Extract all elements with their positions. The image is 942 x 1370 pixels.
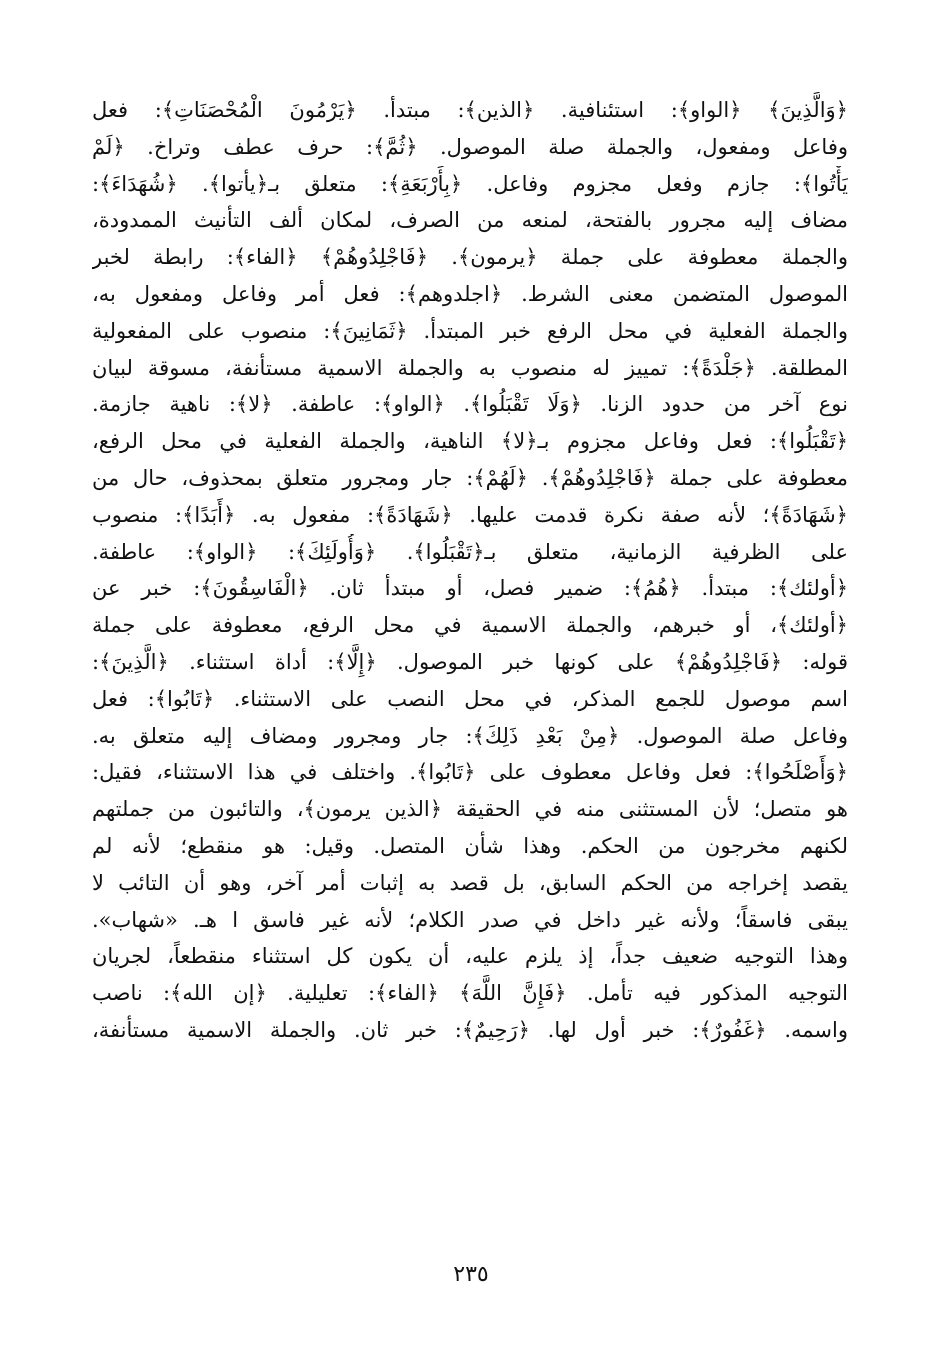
text-line: مضاف إليه مجرور بالفتحة، لمنعه من الصرف، لمكان ألف التأنيث الممدودة، [92,208,848,233]
text-line: ﴿أولئك﴾، أو خبرهم، والجملة الاسمية في محل الرفع، معطوفة على جملة [92,613,848,638]
text-line: واسمه. ﴿غَفُورٌ﴾: خبر أول لها. ﴿رَحِيمٌ﴾: خبر ثان. والجملة الاسمية مستأنفة، [92,1017,848,1042]
text-line: يَأْتُوا﴾: جازم وفعل مجزوم وفاعل. ﴿بِأَرْبَعَةِ﴾: متعلق بـ﴿يأتوا﴾. ﴿شُهَدَاءَ﴾: [92,171,848,196]
body-text [92,92,848,1049]
text-line: والجملة الفعلية في محل الرفع خبر المبتدأ. ﴿ثَمَانِينَ﴾: منصوب على المفعولية [92,318,848,343]
text-line: والجملة معطوفة على جملة ﴿يرمون﴾. ﴿فَاجْلِدُوهُمْ﴾ ﴿الفاء﴾: رابطة لخبر [92,245,848,270]
text-line: معطوفة على جملة ﴿فَاجْلِدُوهُمْ﴾. ﴿لَهُمْ﴾: جار ومجرور متعلق بمحذوف، حال من [92,465,848,490]
text-line: اسم موصول للجمع المذكر، في محل النصب على الاستثناء. ﴿تَابُوا﴾: فعل [92,686,848,711]
text-line: وفاعل صلة الموصول. ﴿مِنْ بَعْدِ ذَلِكَ﴾: جار ومجرور ومضاف إليه متعلق به. [92,723,848,748]
text-line: قوله: ﴿فَاجْلِدُوهُمْ﴾ على كونها خبر الموصول. ﴿إِلَّا﴾: أداة استثناء. ﴿الَّذِينَ﴾: [92,649,848,674]
text-line: ﴿وَالَّذِينَ﴾ ﴿الواو﴾: استئنافية. ﴿الذين﴾: مبتدأ. ﴿يَرْمُونَ الْمُحْصَنَاتِ﴾: فعل [92,98,848,122]
text-line: ﴿أولئك﴾: مبتدأ. ﴿هُمُ﴾: ضمير فصل، أو مبتدأ ثان. ﴿الْفَاسِقُونَ﴾: خبر عن [92,576,848,601]
text-line: المطلقة. ﴿جَلْدَةً﴾: تمييز له منصوب به والجملة الاسمية مستأنفة، مسوقة لبيان [92,355,848,380]
text-line: ﴿تَقْبَلُوا﴾: فعل وفاعل مجزوم بـ﴿لا﴾ الناهية، والجملة الفعلية في محل الرفع، [92,429,848,454]
text-line: يبقى فاسقاً؛ ولأنه غير داخل في صدر الكلام؛ لأنه غير فاسق ا هـ. «شهاب». [92,907,848,932]
text-line: هو متصل؛ لأن المستثنى منه في الحقيقة ﴿الذين يرمون﴾، والتائبون من جملتهم [92,797,848,822]
text-line: نوع آخر من حدود الزنا. ﴿وَلَا تَقْبَلُوا﴾. ﴿الواو﴾: عاطفة. ﴿لا﴾: ناهية جازمة. [92,392,848,417]
text-line: ﴿وَأَصْلَحُوا﴾: فعل وفاعل معطوف على ﴿تَابُوا﴾. واختلف في هذا الاستثناء، فقيل: [92,760,848,785]
text-line: وفاعل ومفعول، والجملة صلة الموصول. ﴿ثُمَّ﴾: حرف عطف وتراخ. ﴿لَمْ [92,134,848,159]
text-line: التوجيه المذكور فيه تأمل. ﴿فَإِنَّ اللَّهَ﴾ ﴿الفاء﴾: تعليلية. ﴿إن الله﴾: ناصب [92,981,848,1006]
text-line: على الظرفية الزمانية، متعلق بـ﴿تَقْبَلُوا﴾. ﴿وَأُولَئِكَ﴾: ﴿الواو﴾: عاطفة. [92,539,848,564]
text-line: وهذا التوجيه ضعيف جداً، إذ يلزم عليه، أن يكون كل استثناء منقطعاً، لجريان [92,944,848,969]
text-line: يقصد إخراجه من الحكم السابق، بل قصد به إثبات أمر آخر، وهو أن التائب لا [92,870,848,895]
page-number: ٢٣٥ [453,1262,489,1287]
text-line: الموصول المتضمن معنى الشرط. ﴿اجلدوهم﴾: فعل أمر وفاعل ومفعول به، [92,281,848,306]
text-line: لكنهم مخرجون من الحكم. وهذا شأن المتصل. وقيل: هو منقطع؛ لأنه لم [92,833,848,858]
text-line: ﴿شَهَادَةً﴾؛ لأنه صفة نكرة قدمت عليها. ﴿شَهَادَةً﴾: مفعول به. ﴿أَبَدًا﴾: منصوب [92,502,848,527]
